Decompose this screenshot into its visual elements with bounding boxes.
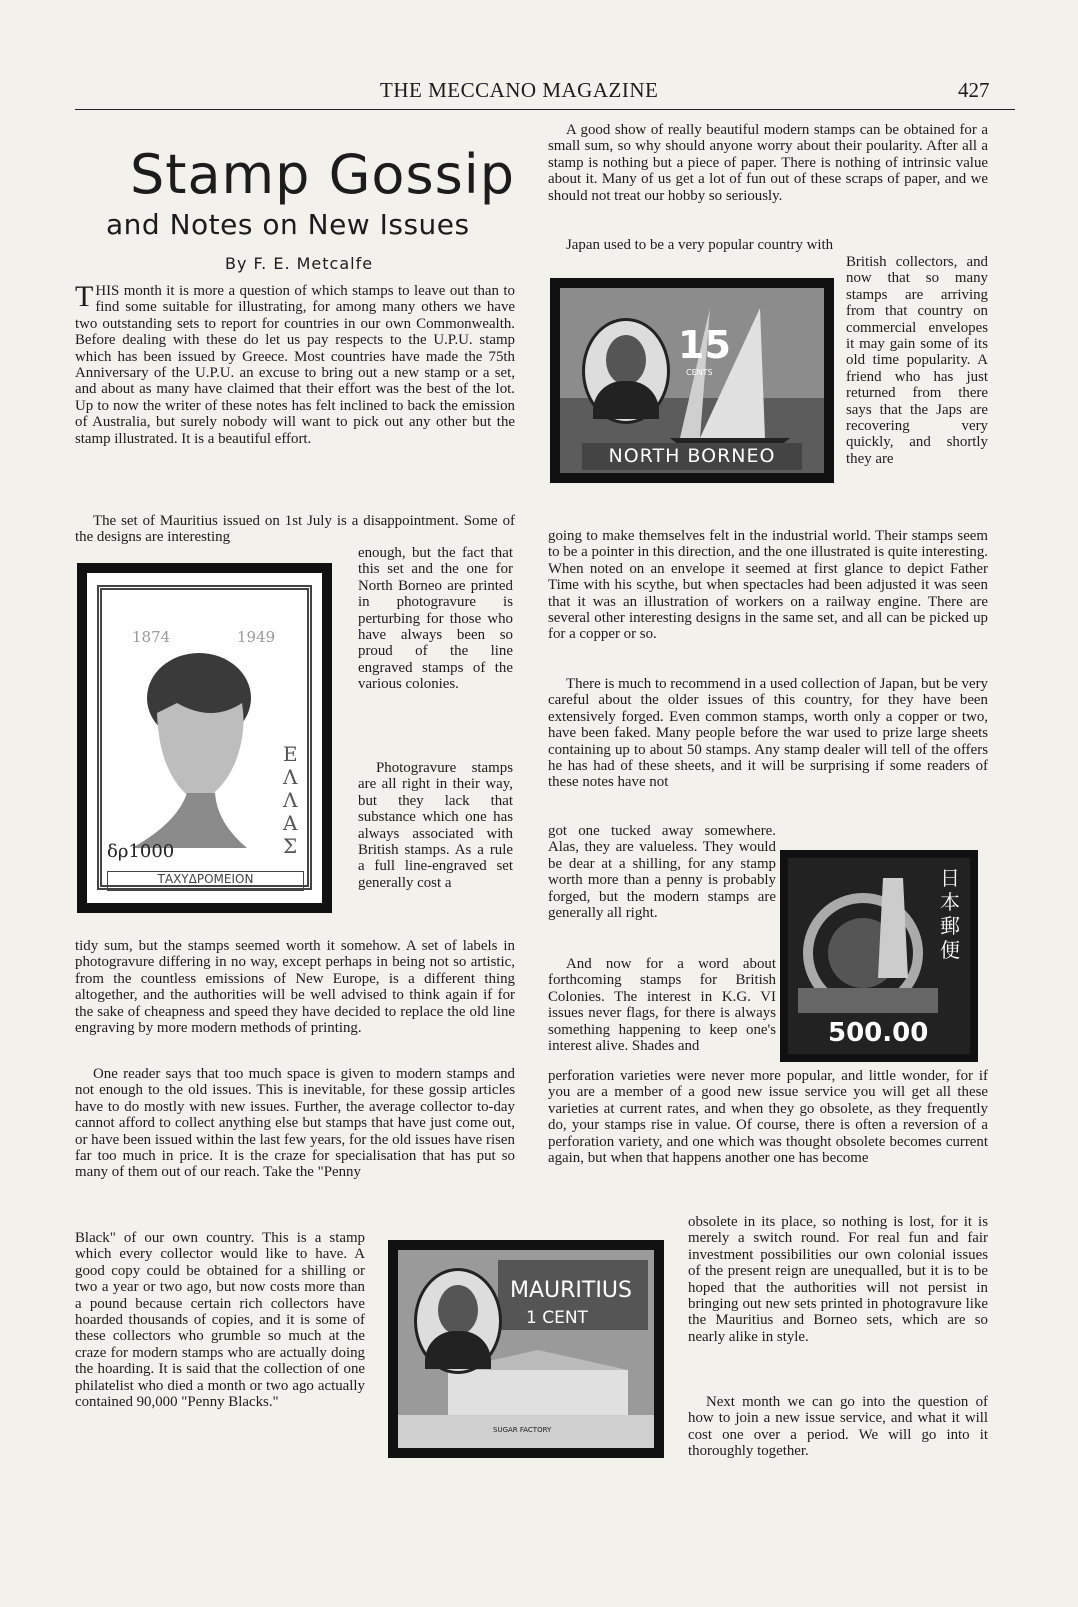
article-title: Stamp Gossip — [130, 143, 516, 206]
col2-para3: There is much to recommend in a used collection of Japan, but be very careful about the older issues of this country, for they have been extensively forged. Even common stamps, worth only a copper or two, have been faked. Many people before the war used to prize large sheets containing up to about 50 stamps. Any stamp dealer will tell of the offers he has had of these sheets, and it will be surprising if some readers of these notes have not — [548, 676, 988, 791]
running-header: THE MECCANO MAGAZINE — [380, 78, 659, 102]
col2-side-text: British collectors, and now that so many stamps are arriving from that country on commercial envelopes it may gain some of its old time popularity. A friend who has just returned from there says that the Japs are recovering very quickly, and shortly they are — [846, 254, 988, 467]
greece-stamp — [77, 563, 332, 913]
col2-para2b: going to make themselves felt in the industrial world. Their stamps seem to be a pointer in this direction, and the one illustrated is quite interesting. When noted on an envelope it seemed at first glance to depict Father Time with his scythe, but when spectacles had been adjusted it was seen that it was an illustration of workers on a railway engine. There are several other interesting designs in the same set, and all can be picked up for a copper or so. — [548, 528, 988, 643]
col2-para1: A good show of really beautiful modern stamps can be obtained for a small sum, so why should anyone worry about their poularity. After all a stamp is nothing but a piece of paper. There is nothing of intrinsic value about it. Many of us get a lot of fun out of these scraps of paper, and we should not treat our hobby so seriously. — [548, 122, 988, 204]
header-rule — [75, 109, 1015, 110]
col2-para2: Japan used to be a very popular country with — [566, 237, 834, 253]
col1-para1: THIS month it is more a question of which stamps to leave out than to find some suitable for illustrating, for among many others we have two outstanding sets to report for countries in our own Commonwealth. Before dealing with these do let us pay respects to the U.P.U. stamp which has been issued by Greece. Most countries have made the 75th Anniversary of the U.P.U. an excuse to bring out a new stamp or a set, and about as many have claimed that their effort was the best of the lot. Up to now the writer of these notes has felt inclined to back the emission of Australia, but surely nobody will want to pick out any other but the stamp illustrated. It is a beautiful effort. — [75, 280, 515, 447]
borneo-country: NORTH BORNEO — [582, 443, 802, 470]
greece-year-right: 1949 — [237, 628, 276, 646]
greece-value: δρ1000 — [107, 841, 175, 862]
north-borneo-stamp — [550, 278, 834, 483]
mauritius-value: 1 CENT — [526, 1308, 588, 1328]
japan-stamp — [780, 850, 978, 1062]
mauritius-stamp — [388, 1240, 664, 1458]
japan-vertical-text: 日本郵便 — [940, 866, 960, 962]
borneo-cents: CENTS — [686, 368, 713, 377]
mauritius-caption: SUGAR FACTORY — [493, 1426, 552, 1434]
mauritius-country: MAURITIUS — [510, 1278, 632, 1303]
king-portrait-mauritius — [414, 1268, 502, 1374]
japan-value: 500.00 — [828, 1018, 929, 1048]
col1-para4: One reader says that too much space is given to modern stamps and not enough to the old issues. This is inevitable, for these gossip articles have to do mostly with new issues. Further, the average collector to-day cannot afford to collect anything else but stamps that have just come out, or have been issued within the last few years, for the old issues have risen far too much in price. It is the craze for specialisation that has put so many of them out of our reach. Take the "Penny — [75, 1066, 515, 1181]
col1-para3: tidy sum, but the stamps seemed worth it somehow. A set of labels in photogravure differing in no way, except perhaps in being not so artistic, from the countless emissions of New Europe, is a different thing altogether, and the authorities will be well advised to think again if for the sake of cheapness and speed they have decided to replace the old line engraving by more modern methods of printing. — [75, 938, 515, 1037]
col2-side-text5: Next month we can go into the question of how to join a new issue service, and what it will cost one over a period. We will go into it thoroughly together. — [688, 1394, 988, 1460]
col2-para4: perforation varieties were never more popular, and little wonder, for if you are a member of a good new issue service you will get all these varieties at current rates, and when they go obsolete, as they frequently do, your stamps rise in value. Of course, there is often a reversion of a perforation variety, and one which was thought obsolete becomes current again, but when that happens another one has become — [548, 1068, 988, 1167]
greece-year-left: 1874 — [132, 628, 171, 646]
greece-bottom-label: ΤΑΧΥΔΡΟΜΕΙΟΝ — [107, 871, 304, 891]
col2-side-text4: obsolete in its place, so nothing is lost, for it is merely a switch round. For real fun and fair investment possibilities our own colonial issues of the present reign are unequalled, but it is to be hoped that the authorities will not persist in bringing out new sets printed in photogravure like the Mauritius and Borneo sets, which are so nearly alike in style. — [688, 1214, 988, 1345]
borneo-value: 15 — [678, 323, 731, 367]
greek-head-portrait — [117, 643, 267, 848]
col2-side-text3: And now for a word about forthcoming stamps for British Colonies. The interest in K.G. VI issues never flags, for there is always something happening to keep one's interest alive. Shades and — [548, 956, 776, 1055]
king-portrait — [582, 318, 670, 424]
byline: By F. E. Metcalfe — [225, 254, 374, 273]
page-number: 427 — [958, 78, 990, 102]
article-subtitle: and Notes on New Issues — [106, 208, 470, 241]
greece-country-vertical: ΕΛΛΑΣ — [283, 742, 298, 858]
col2-side-text2: got one tucked away somewhere. Alas, they are valueless. They would be dear at a shilling, for any stamp worth more than a penny is probably forged, but the modern stamps are generally all right. — [548, 823, 776, 922]
col1-side-text2: Photogravure stamps are all right in their way, but they lack that substance which one has always associated with British stamps. As a rule a full line-engraved set generally cost a — [358, 760, 513, 891]
col1-side-text3: Black" of our own country. This is a stamp which every collector would like to have. A good copy could be obtained for a shilling or two a year or two ago, but now costs more than a pound because certain rich collectors have hoarded thousands of copies, and it is some of these collectors who grumble so much at the craze for modern stamps who are actually doing the hoarding. It is said that the collection of one philatelist who died a month or two ago actually contained 90,000 "Penny Blacks." — [75, 1230, 365, 1411]
col1-para2: The set of Mauritius issued on 1st July is a disappointment. Some of the designs are interesting — [75, 513, 515, 546]
col1-side-text: enough, but the fact that this set and the one for North Borneo are printed in photogravure is perturbing for those who have always been so proud of the line engraved stamps of the various colonies. — [358, 545, 513, 693]
